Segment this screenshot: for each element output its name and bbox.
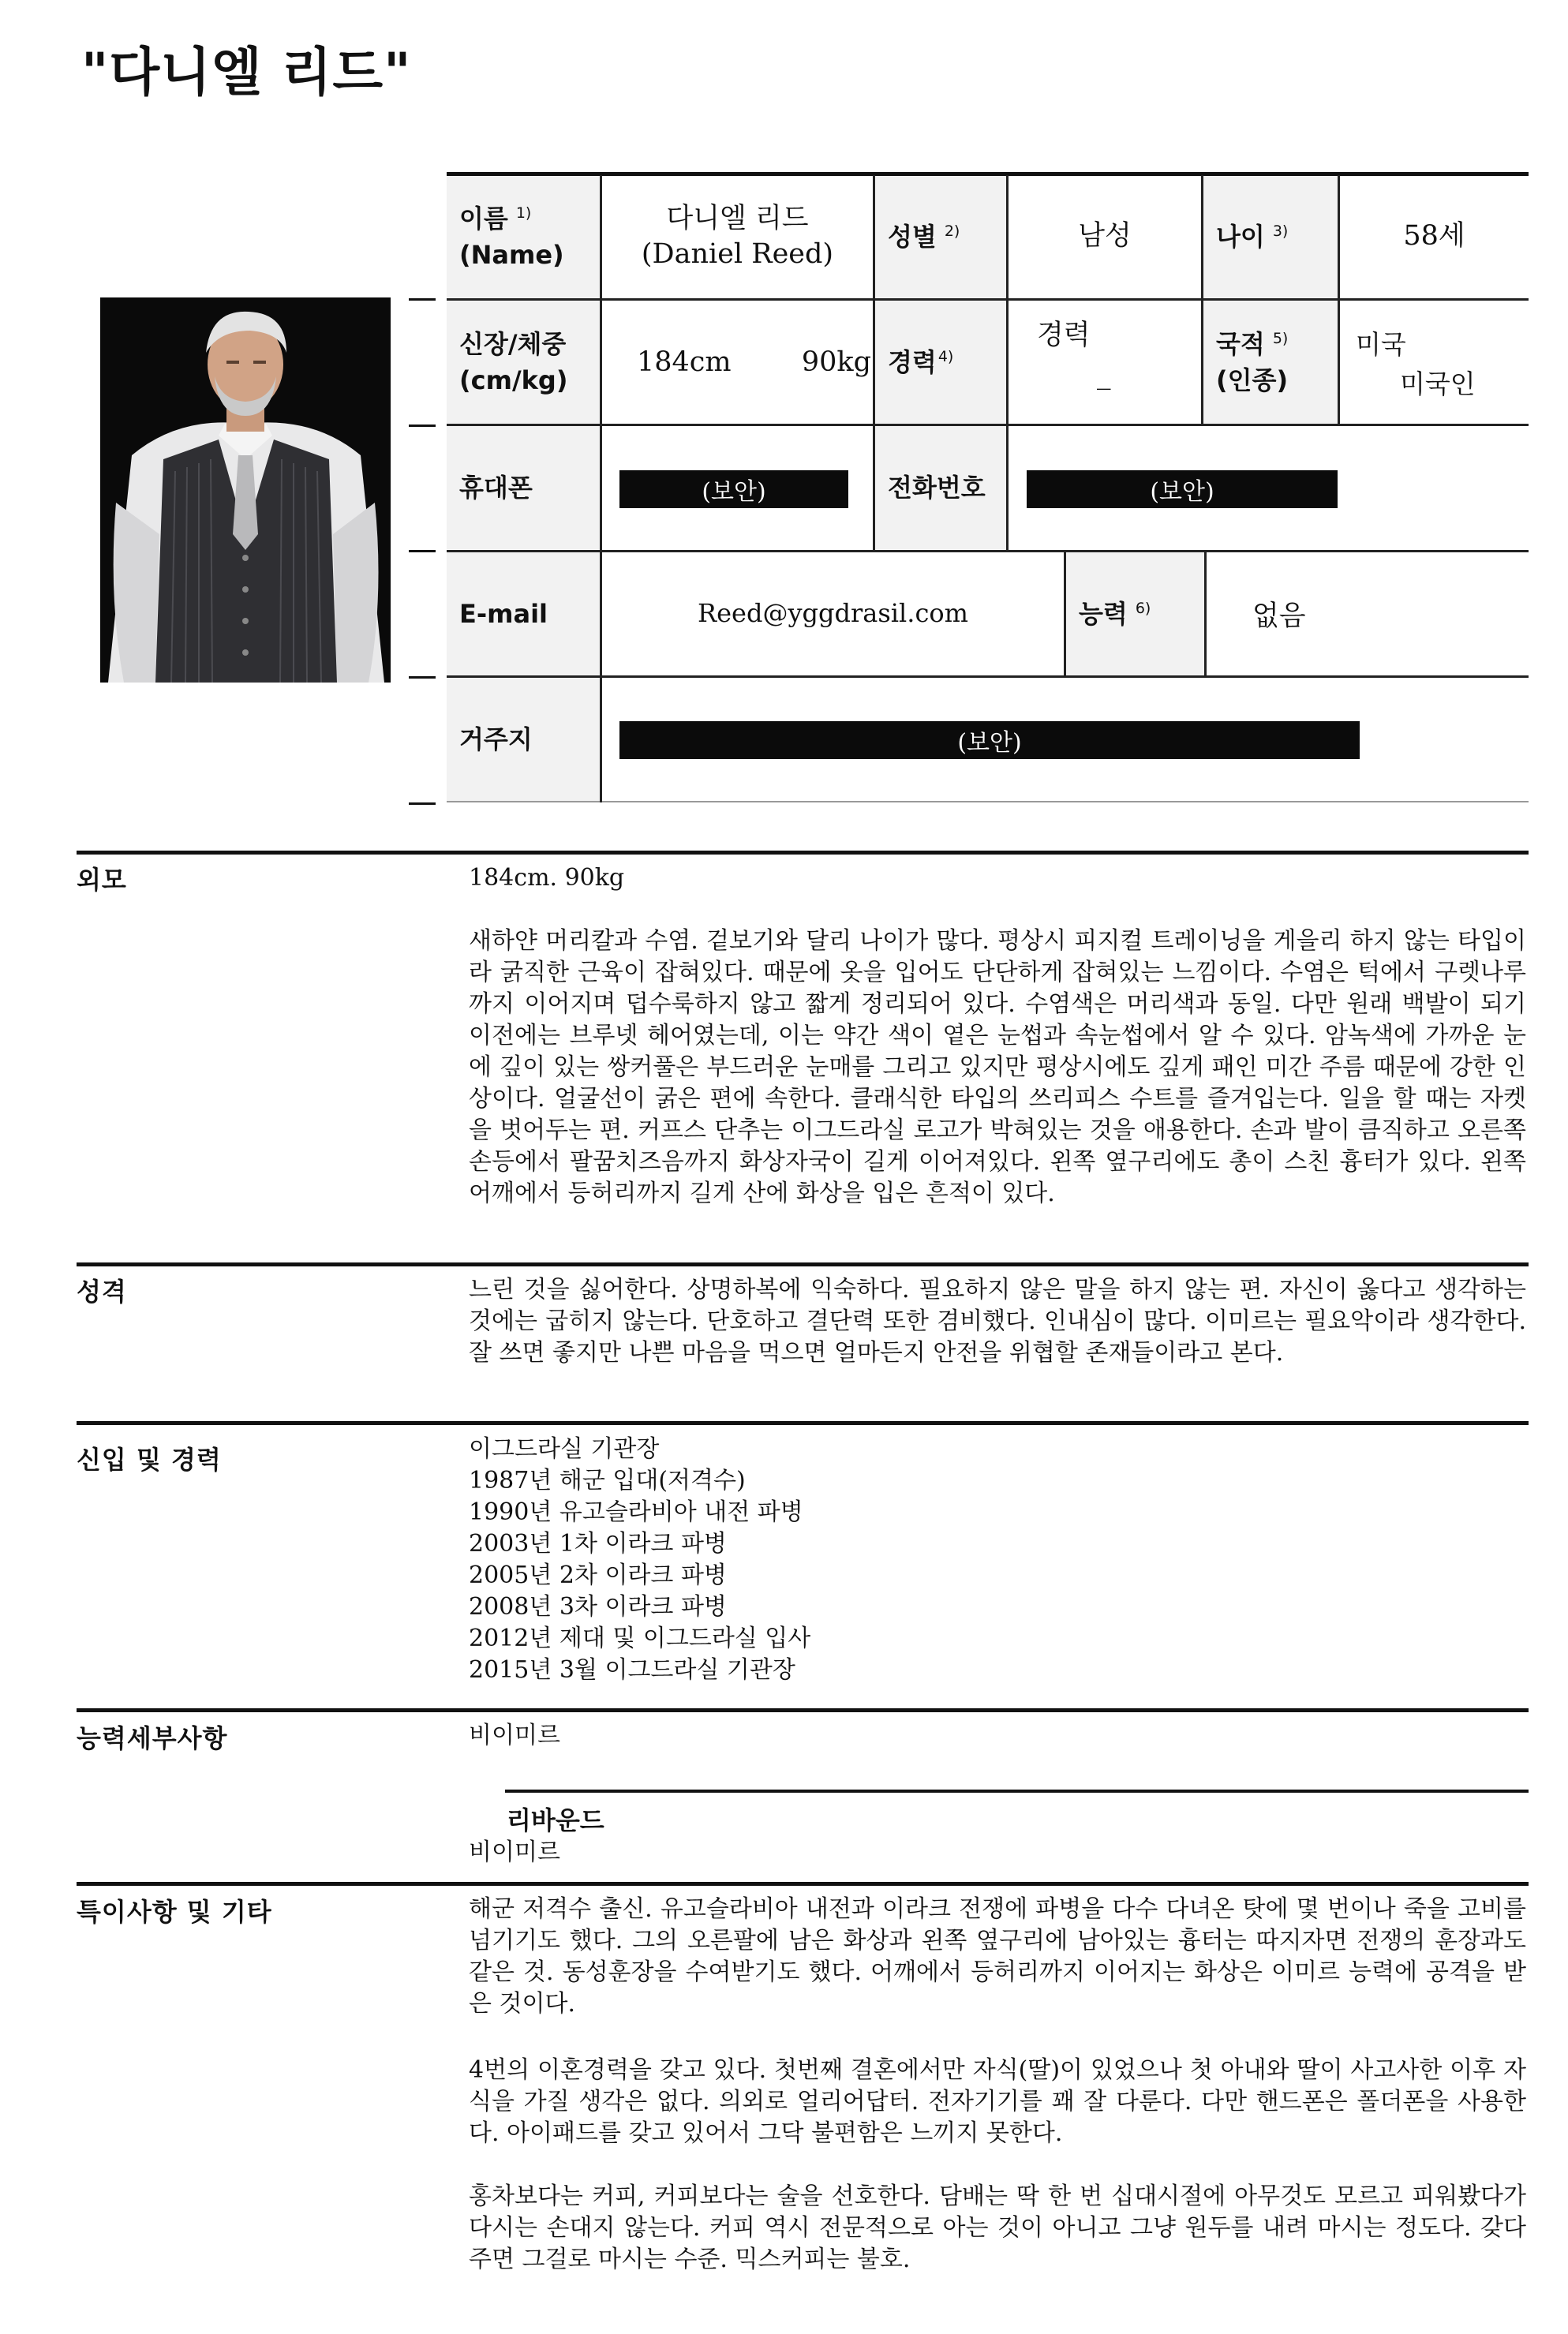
age-label-cell (1203, 175, 1338, 298)
gender-value: 남성 (1078, 220, 1132, 252)
profile-info-table (447, 172, 1529, 803)
career-value: 경력 (1037, 320, 1091, 351)
name-value-cell (602, 175, 873, 298)
table-divider (1064, 550, 1066, 675)
phone-redacted: (보안) (1027, 470, 1338, 508)
name-label-en: (Name) (459, 240, 564, 270)
age-value-cell (1340, 175, 1529, 298)
email-label-cell (447, 552, 600, 675)
body-label-unit: (cm/kg) (459, 365, 568, 395)
career-item: 이그드라실 기관장 (469, 1435, 660, 1463)
age-label: 나이 (1216, 221, 1265, 252)
margin-tick (409, 425, 436, 427)
career-item: 2003년 1차 이라크 파병 (469, 1530, 727, 1558)
table-rule (447, 298, 1529, 301)
table-divider (1006, 175, 1009, 550)
section-rule (77, 851, 1529, 855)
table-rule (447, 550, 1529, 552)
notes-paragraph-1: 해군 저격수 출신. 유고슬라비아 내전과 이라크 전쟁에 파병을 다수 다녀온 탓에 몇 번이나 죽을 고비를 넘기기도 했다. 그의 오른팔에 남은 화상과 왼쪽 옆구리에 남아있는 흉터는 따지자면 전쟁의 훈장과도 같은 것. 동성훈장을 수여받기도 했다. 어깨에서 등허리까지 이어지는 화상은 이미르 능력에 공격을 받은 것이다. (469, 1895, 1526, 2018)
name-value: 다니엘 리드 (666, 202, 809, 234)
age-value: 58세 (1403, 220, 1465, 252)
rebound-text: 비이미르 (469, 1838, 560, 1866)
career-item: 2015년 3월 이그드라실 기관장 (469, 1656, 795, 1684)
phone-label-cell (875, 426, 1006, 549)
portrait-photo-icon (100, 297, 391, 683)
ability-label-cell (1066, 552, 1204, 675)
address-label: 거주지 (459, 724, 533, 754)
mobile-label-cell (447, 426, 600, 549)
career-list (469, 1434, 810, 1686)
margin-tick (409, 676, 436, 679)
nationality-value-cell (1340, 301, 1529, 424)
section-rule (77, 1708, 1529, 1712)
table-bottom-rule (447, 801, 1529, 802)
career-item: 2008년 3차 이라크 파병 (469, 1593, 727, 1621)
name-label: 이름 (459, 203, 508, 234)
appearance-measurements: 184cm. 90kg (469, 864, 625, 892)
address-label-cell (447, 678, 600, 801)
body-value-cell (602, 301, 873, 424)
mobile-label: 휴대폰 (459, 472, 533, 503)
career-blank: _ (1097, 359, 1111, 391)
table-rule (447, 424, 1529, 426)
table-divider (873, 175, 875, 550)
ability-text: 비이미르 (469, 1722, 560, 1749)
table-divider (1201, 175, 1203, 424)
body-label: 신장/체중 (459, 328, 567, 359)
section-label-ability: 능력세부사항 (77, 1723, 228, 1753)
footnote-marker: 2) (944, 223, 960, 241)
portrait-photo (100, 297, 391, 683)
section-label-career: 신입 및 경력 (77, 1445, 222, 1475)
section-rule (77, 1262, 1529, 1266)
table-divider (600, 175, 602, 802)
footnote-marker: 3) (1272, 223, 1289, 241)
margin-tick (409, 802, 436, 805)
gender-label: 성별 (888, 221, 937, 252)
race-label: (인종) (1216, 365, 1289, 395)
nationality-value: 미국 (1356, 329, 1406, 360)
section-rule (77, 1882, 1529, 1886)
margin-tick (409, 550, 436, 552)
nationality-label: 국적 (1216, 328, 1265, 359)
margin-tick (409, 298, 436, 301)
table-divider (1204, 550, 1207, 675)
career-item: 1990년 유고슬라비아 내전 파병 (469, 1498, 803, 1526)
subsection-rule (505, 1790, 1529, 1793)
career-value-cell (1009, 301, 1201, 424)
notes-paragraph-3: 홍차보다는 커피, 커피보다는 술을 선호한다. 담배는 딱 한 번 십대시절에 아무것도 모르고 피워봤다가 다시는 손대지 않는다. 커피 역시 전문적으로 아는 것이 아니고 그냥 원두를 내려 마시는 정도다. 갖다주면 그걸로 마시는 수준. 믹스커피는 불호. (469, 2183, 1526, 2273)
document-title: "다니엘 리드" (81, 42, 412, 103)
email-value-cell (602, 552, 1064, 675)
career-item: 1987년 해군 입대(저격수) (469, 1467, 746, 1494)
career-label-cell (875, 301, 1006, 424)
personality-text: 느린 것을 싫어한다. 상명하복에 익숙하다. 필요하지 않은 말을 하지 않는 편. 자신이 옳다고 생각하는 것에는 굽히지 않는다. 단호하고 결단력 또한 겸비했다. 인내심이 많다. 이미르는 필요악이라 생각한다. 잘 쓰면 좋지만 나쁜 마음을 먹으면 얼마든지 안전을 위협할 존재들이라고 본다. (469, 1276, 1526, 1367)
section-label-personality: 성격 (77, 1277, 127, 1307)
footnote-marker: 6) (1135, 600, 1151, 618)
name-value-en: (Daniel Reed) (641, 238, 834, 270)
career-item: 2005년 2차 이라크 파병 (469, 1562, 727, 1589)
email-label: E-mail (459, 598, 548, 629)
ability-label: 능력 (1079, 598, 1128, 629)
height-value: 184cm (637, 346, 732, 378)
body-label-cell (447, 301, 600, 424)
appearance-text: 새하얀 머리칼과 수염. 겉보기와 달리 나이가 많다. 평상시 피지컬 트레이닝을 게을리 하지 않는 타입이라 굵직한 근육이 잡혀있다. 때문에 옷을 입어도 단단하게 잡혀있는 느낌이다. 수염은 턱에서 구렛나루까지 이어지며 덥수룩하지 않고 짧게 정리되어 있다. 수염색은 머리색과 동일. 다만 원래 백발이 되기 이전에는 브루넷 헤어였는데, 이는 약간 색이 옅은 눈썹과 속눈썹에서 알 수 있다. 암녹색에 가까운 눈에 깊이 있는 쌍커풀은 부드러운 눈매를 그리고 있지만 평상시에도 깊게 패인 미간 주름 때문에 강한 인상이다. 얼굴선이 굵은 편에 속한다. 클래식한 타입의 쓰리피스 수트를 즐겨입는다. 일을 할 때는 자켓을 벗어두는 편. 커프스 단추는 이그드라실 로고가 박혀있는 것을 애용한다. 손과 발이 큼직하고 오른쪽 손등에서 팔꿈치즈음까지 화상자국이 길게 이어져있다. 왼쪽 옆구리에도 총이 스친 흉터가 있다. 왼쪽 어깨에서 등허리까지 길게 산에 화상을 입은 흔적이 있다. (469, 927, 1526, 1207)
ability-value: 없음 (1252, 600, 1306, 632)
name-label-cell (447, 175, 600, 298)
table-divider (1338, 175, 1340, 424)
footnote-marker: 1) (515, 204, 532, 222)
email-value: Reed@yggdrasil.com (698, 598, 968, 629)
section-rule (77, 1421, 1529, 1425)
gender-value-cell (1009, 175, 1201, 298)
career-item: 2012년 제대 및 이그드라실 입사 (469, 1625, 811, 1652)
table-top-rule (447, 172, 1529, 176)
phone-label: 전화번호 (888, 472, 986, 503)
gender-label-cell (875, 175, 1006, 298)
table-rule (447, 675, 1529, 678)
notes-paragraph-2: 4번의 이혼경력을 갖고 있다. 첫번째 결혼에서만 자식(딸)이 있었으나 첫 아내와 딸이 사고사한 이후 자식을 가질 생각은 없다. 의외로 얼리어답터. 전자기기를 꽤 잘 다룬다. 다만 핸드폰은 폴더폰을 사용한다. 아이패드를 갖고 있어서 그닥 불편함은 느끼지 못한다. (469, 2056, 1526, 2147)
weight-value: 90kg (801, 346, 871, 378)
ability-value-cell (1207, 552, 1529, 675)
nationality-label-cell (1203, 301, 1338, 424)
footnote-marker: 5) (1272, 329, 1289, 347)
subsection-label-rebound: 리바운드 (507, 1805, 604, 1835)
career-label: 경력 (888, 346, 937, 377)
race-value: 미국인 (1400, 368, 1476, 399)
address-redacted: (보안) (619, 721, 1360, 759)
footnote-marker: 4) (937, 348, 954, 366)
section-label-notes: 특이사항 및 기타 (77, 1897, 272, 1927)
section-label-appearance: 외모 (77, 865, 127, 895)
mobile-redacted: (보안) (619, 470, 848, 508)
